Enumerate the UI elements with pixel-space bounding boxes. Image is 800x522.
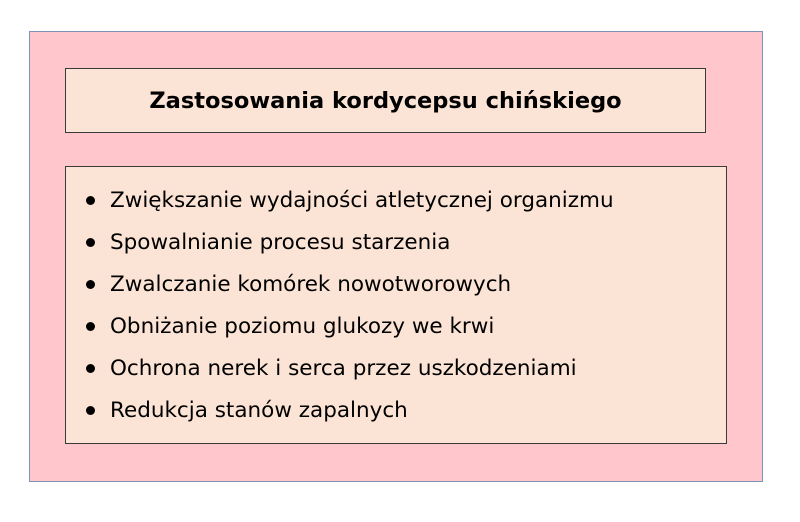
list-item: [86, 221, 614, 263]
bullet-icon: [86, 364, 95, 373]
list-item: [86, 389, 614, 431]
list-item: [86, 347, 614, 389]
bullet-list: [86, 179, 614, 431]
list-item-label: Spowalnianie procesu starzenia: [110, 229, 451, 255]
list-item-label: Redukcja stanów zapalnych: [110, 397, 408, 423]
bullet-icon: [86, 280, 95, 289]
title-box: [65, 68, 706, 133]
list-item: [86, 179, 614, 221]
list-item: [86, 305, 614, 347]
bullet-icon: [86, 406, 95, 415]
diagram-title: Zastosowania kordycepsu chińskiego: [149, 87, 622, 114]
list-item-label: Zwiększanie wydajności atletycznej organizmu: [110, 187, 614, 213]
list-item: [86, 263, 614, 305]
list-item-label: Zwalczanie komórek nowotworowych: [110, 271, 512, 297]
bullet-icon: [86, 238, 95, 247]
bullet-icon: [86, 322, 95, 331]
list-box: [65, 166, 727, 444]
list-item-label: Obniżanie poziomu glukozy we krwi: [110, 313, 495, 339]
list-item-label: Ochrona nerek i serca przez uszkodzeniami: [110, 355, 577, 381]
bullet-icon: [86, 196, 95, 205]
